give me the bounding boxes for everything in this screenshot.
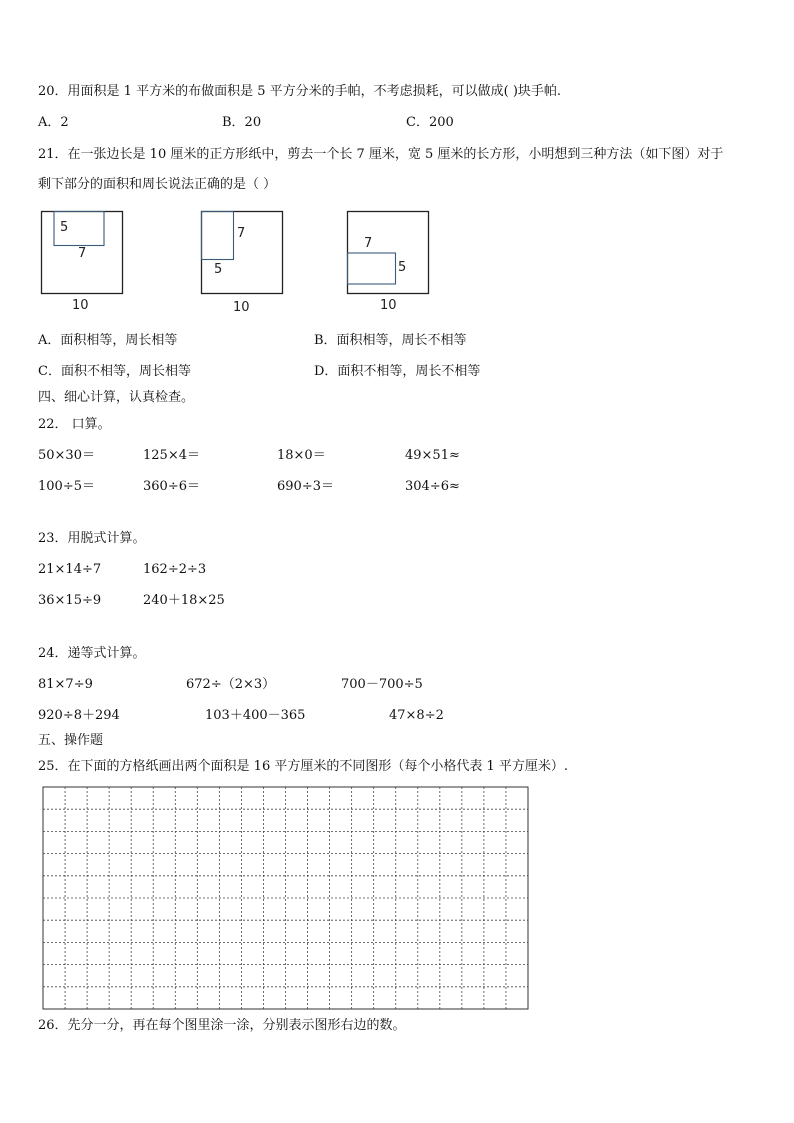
q20-option-c: C．200 bbox=[406, 115, 454, 130]
q22-item: 49×51≈ bbox=[405, 448, 460, 463]
q23-title: 23．用脱式计算。 bbox=[38, 531, 146, 546]
q24-item: 672÷（2×3） bbox=[186, 677, 276, 692]
q21-stem-line2: 剩下部分的面积和周长说法正确的是（ ） bbox=[38, 177, 277, 192]
q23-item: 162÷2÷3 bbox=[143, 562, 207, 577]
fig1-cut-height: 5 bbox=[60, 220, 69, 235]
q21-figure-3 bbox=[346, 210, 432, 296]
q23-item: 21×14÷7 bbox=[38, 562, 102, 577]
q24-item: 81×7÷9 bbox=[38, 677, 93, 692]
q25-grid-paper[interactable] bbox=[42, 786, 529, 1010]
q22-item: 690÷3＝ bbox=[277, 479, 334, 494]
q23-item: 240＋18×25 bbox=[143, 593, 225, 608]
q20-option-b: B．20 bbox=[222, 115, 262, 130]
q24-item: 700－700÷5 bbox=[341, 677, 423, 692]
q21-option-d: D．面积不相等，周长不相等 bbox=[314, 364, 481, 379]
q23-item: 36×15÷9 bbox=[38, 593, 102, 608]
square-outline bbox=[202, 212, 283, 294]
q22-item: 100÷5＝ bbox=[38, 479, 95, 494]
fig2-cut-width: 5 bbox=[214, 262, 223, 277]
q22-item: 304÷6≈ bbox=[405, 479, 460, 494]
section-4-title: 四、细心计算，认真检查。 bbox=[38, 390, 195, 405]
cut-rectangle bbox=[348, 253, 396, 284]
fig3-cut-width: 7 bbox=[364, 236, 373, 251]
q22-item: 360÷6＝ bbox=[143, 479, 200, 494]
q22-item: 18×0＝ bbox=[277, 448, 326, 463]
q22-title: 22． 口算。 bbox=[38, 417, 111, 432]
section-5-title: 五、操作题 bbox=[38, 733, 104, 748]
q20-stem: 20．用面积是 1 平方米的布做面积是 5 平方分米的手帕，不考虑损耗，可以做成( )块手帕. bbox=[38, 84, 562, 99]
q22-item: 50×30＝ bbox=[38, 448, 95, 463]
q22-item: 125×4＝ bbox=[143, 448, 200, 463]
q20-option-a: A．2 bbox=[38, 115, 69, 130]
fig1-side: 10 bbox=[72, 298, 89, 313]
q24-item: 47×8÷2 bbox=[389, 708, 444, 723]
q25-stem: 25．在下面的方格纸画出两个面积是 16 平方厘米的不同图形（每个小格代表 1 平方厘米）. bbox=[38, 759, 569, 774]
q26-stem: 26．先分一分，再在每个图里涂一涂，分别表示图形右边的数。 bbox=[38, 1018, 406, 1033]
fig3-cut-height: 5 bbox=[398, 260, 407, 275]
q21-option-a: A．面积相等，周长相等 bbox=[38, 333, 178, 348]
fig2-side: 10 bbox=[233, 300, 250, 315]
cut-rectangle bbox=[202, 212, 234, 260]
q24-item: 103＋400－365 bbox=[205, 708, 306, 723]
q21-stem-line1: 21．在一张边长是 10 厘米的正方形纸中，剪去一个长 7 厘米，宽 5 厘米的长方形，小明想到三种方法（如下图）对于 bbox=[38, 147, 724, 162]
fig1-cut-width: 7 bbox=[78, 246, 87, 261]
q24-item: 920÷8＋294 bbox=[38, 708, 120, 723]
q21-option-b: B．面积相等，周长不相等 bbox=[314, 333, 467, 348]
q21-figure-2 bbox=[200, 210, 286, 296]
fig3-side: 10 bbox=[380, 298, 397, 313]
fig2-cut-height: 7 bbox=[237, 226, 246, 241]
q24-title: 24．递等式计算。 bbox=[38, 646, 146, 661]
q21-option-c: C．面积不相等，周长相等 bbox=[38, 364, 191, 379]
